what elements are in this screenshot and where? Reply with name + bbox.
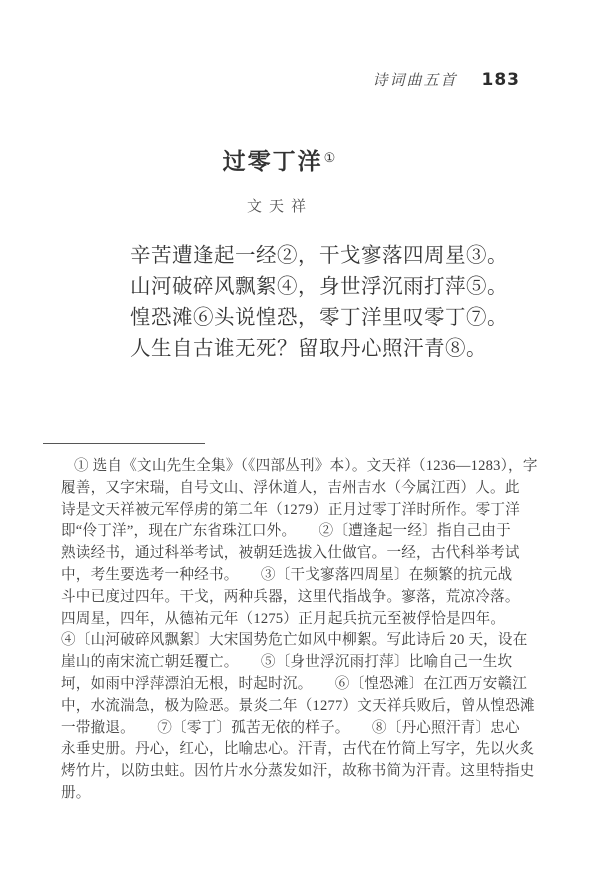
footnote-line: 烤竹片，以防虫蛀。因竹片水分蒸发如汗，故称书简为汗青。这里特指史 <box>61 763 535 780</box>
footnote-line: 中，考生要选考一种经书。 ③〔干戈寥落四周星〕在频繁的抗元战 <box>61 566 513 583</box>
poem-title <box>0 143 560 176</box>
footnote-line: 四周星，四年，从德祐元年（1275）正月起兵抗元至被俘恰是四年。 <box>61 610 506 627</box>
footnote-line: 斗中已度过四年。干戈，两种兵器，这里代指战争。寥落，荒凉冷落。 <box>61 588 520 605</box>
footnote-line: ④〔山河破碎风飘絮〕大宋国势危亡如风中柳絮。写此诗后 20 天，设在 <box>61 632 528 649</box>
poem-line: 人生自古谁无死？留取丹心照汗青⑧。 <box>130 338 487 360</box>
footnote-line: 一带撤退。 ⑦〔零丁〕孤苦无依的样子。 ⑧〔丹心照汗青〕忠心 <box>61 719 520 736</box>
title-note-ref-icon: ① <box>323 150 338 165</box>
poem-line: 惶恐滩⑥头说惶恐，零丁洋里叹零丁⑦。 <box>130 307 508 329</box>
footnote-line: ① 选自《文山先生全集》（《四部丛刊》本）。文天祥（1236—1283），字 <box>74 458 538 474</box>
poem-author: 文天祥 <box>246 199 313 215</box>
page-header <box>372 69 520 90</box>
footnote-line: 崖山的南宋流亡朝廷覆亡。 ⑤〔身世浮沉雨打萍〕比喻自己一生坎 <box>61 654 513 671</box>
poem-body <box>130 241 508 365</box>
unit-title: 诗词曲五首 <box>372 73 458 89</box>
footnote-line: 永垂史册。丹心，红心，比喻忠心。汗青，古代在竹简上写字，先以火炙 <box>61 741 535 758</box>
poem-title-text: 过零丁洋 <box>222 149 323 174</box>
footnote-line: 坷，如雨中浮萍漂泊无根，时起时沉。 ⑥〔惶恐滩〕在江西万安赣江 <box>61 675 528 692</box>
footnote-line: 诗是文天祥被元军俘虏的第二年（1279）正月过零丁洋时所作。零丁洋 <box>61 501 521 518</box>
page-number: 183 <box>481 70 520 90</box>
footnote-line: 履善，又字宋瑞，自号文山、浮休道人，吉州吉水（今属江西）人。此 <box>61 479 520 496</box>
poem-line: 辛苦遭逢起一经②，干戈寥落四周星③。 <box>130 245 508 267</box>
footnote-separator <box>43 443 205 444</box>
footnote-line: 中，水流湍急，极为险恶。景炎二年（1277）文天祥兵败后，曾从惶恐滩 <box>61 697 535 714</box>
poem-line: 山河破碎风飘絮④，身世浮沉雨打萍⑤。 <box>130 276 508 298</box>
footnote-line: 熟读经书，通过科举考试，被朝廷选拔入仕做官。一经，古代科举考试 <box>61 545 520 562</box>
footnotes-block <box>61 456 543 805</box>
footnote-line: 即“伶丁洋”，现在广东省珠江口外。 ②〔遭逢起一经〕指自己由于 <box>61 523 511 540</box>
footnote-line: 册。 <box>61 784 91 801</box>
